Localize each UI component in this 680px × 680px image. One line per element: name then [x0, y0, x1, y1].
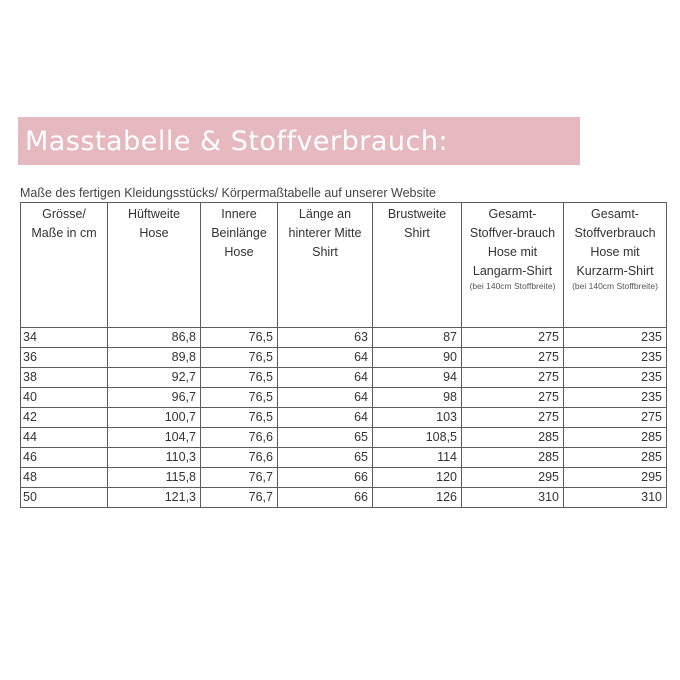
value-cell: 100,7	[108, 408, 201, 428]
table-row	[21, 368, 667, 388]
value-cell: 275	[462, 348, 564, 368]
value-cell: 235	[564, 368, 667, 388]
value-cell: 235	[564, 388, 667, 408]
column-header-label: Innere Beinlänge Hose	[211, 207, 267, 259]
size-cell: 36	[21, 348, 108, 368]
value-cell: 76,5	[201, 408, 278, 428]
size-cell: 34	[21, 328, 108, 348]
value-cell: 108,5	[373, 428, 462, 448]
value-cell: 275	[462, 368, 564, 388]
value-cell: 76,5	[201, 348, 278, 368]
table-row	[21, 428, 667, 448]
value-cell: 65	[278, 448, 373, 468]
table-row	[21, 408, 667, 428]
value-cell: 98	[373, 388, 462, 408]
table-row	[21, 488, 667, 508]
value-cell: 92,7	[108, 368, 201, 388]
column-header	[278, 203, 373, 328]
value-cell: 114	[373, 448, 462, 468]
value-cell: 94	[373, 368, 462, 388]
value-cell: 275	[462, 408, 564, 428]
value-cell: 76,7	[201, 468, 278, 488]
value-cell: 64	[278, 388, 373, 408]
value-cell: 275	[462, 328, 564, 348]
value-cell: 76,6	[201, 448, 278, 468]
size-cell: 44	[21, 428, 108, 448]
size-cell: 46	[21, 448, 108, 468]
table-row	[21, 468, 667, 488]
value-cell: 295	[564, 468, 667, 488]
size-cell: 50	[21, 488, 108, 508]
column-header	[564, 203, 667, 328]
value-cell: 275	[564, 408, 667, 428]
column-header	[21, 203, 108, 328]
column-header-note: (bei 140cm Stoffbreite)	[572, 281, 658, 291]
value-cell: 235	[564, 328, 667, 348]
column-header-note: (bei 140cm Stoffbreite)	[469, 281, 556, 291]
value-cell: 96,7	[108, 388, 201, 408]
value-cell: 66	[278, 468, 373, 488]
column-header-label: Länge an hinterer Mitte Shirt	[288, 207, 362, 259]
value-cell: 64	[278, 368, 373, 388]
table-row	[21, 448, 667, 468]
value-cell: 87	[373, 328, 462, 348]
column-header	[462, 203, 564, 328]
page-title: Masstabelle & Stoffverbrauch:	[25, 125, 449, 157]
size-cell: 38	[21, 368, 108, 388]
value-cell: 295	[462, 468, 564, 488]
value-cell: 275	[462, 388, 564, 408]
value-cell: 285	[462, 448, 564, 468]
column-header-label: Hüftweite Hose	[127, 207, 181, 240]
value-cell: 66	[278, 488, 373, 508]
value-cell: 310	[462, 488, 564, 508]
table-row	[21, 328, 667, 348]
value-cell: 65	[278, 428, 373, 448]
value-cell: 76,7	[201, 488, 278, 508]
value-cell: 235	[564, 348, 667, 368]
value-cell: 64	[278, 348, 373, 368]
value-cell: 121,3	[108, 488, 201, 508]
size-cell: 48	[21, 468, 108, 488]
value-cell: 103	[373, 408, 462, 428]
column-header	[108, 203, 201, 328]
value-cell: 285	[462, 428, 564, 448]
value-cell: 76,5	[201, 368, 278, 388]
column-header	[373, 203, 462, 328]
size-cell: 42	[21, 408, 108, 428]
value-cell: 76,5	[201, 328, 278, 348]
value-cell: 110,3	[108, 448, 201, 468]
value-cell: 120	[373, 468, 462, 488]
value-cell: 86,8	[108, 328, 201, 348]
column-header	[201, 203, 278, 328]
value-cell: 76,6	[201, 428, 278, 448]
column-header-label: Gesamt-Stoffverbrauch Hose mit Kurzarm-Shirt	[574, 207, 656, 278]
table-subtitle: Maße des fertigen Kleidungsstücks/ Körpermaßtabelle auf unserer Website	[20, 186, 436, 200]
column-header-label: Gesamt-Stoffver-brauch Hose mit Langarm-Shirt	[469, 207, 556, 278]
column-header-label: Brustweite Shirt	[387, 207, 447, 240]
value-cell: 126	[373, 488, 462, 508]
size-cell: 40	[21, 388, 108, 408]
value-cell: 285	[564, 448, 667, 468]
table-row	[21, 388, 667, 408]
value-cell: 310	[564, 488, 667, 508]
title-banner	[18, 117, 580, 165]
header-row	[21, 203, 667, 328]
column-header-label: Grösse/ Maße in cm	[31, 207, 97, 240]
value-cell: 104,7	[108, 428, 201, 448]
value-cell: 76,5	[201, 388, 278, 408]
size-table	[20, 202, 667, 508]
value-cell: 63	[278, 328, 373, 348]
value-cell: 64	[278, 408, 373, 428]
value-cell: 90	[373, 348, 462, 368]
table-row	[21, 348, 667, 368]
value-cell: 285	[564, 428, 667, 448]
value-cell: 89,8	[108, 348, 201, 368]
table-body	[21, 328, 667, 508]
value-cell: 115,8	[108, 468, 201, 488]
